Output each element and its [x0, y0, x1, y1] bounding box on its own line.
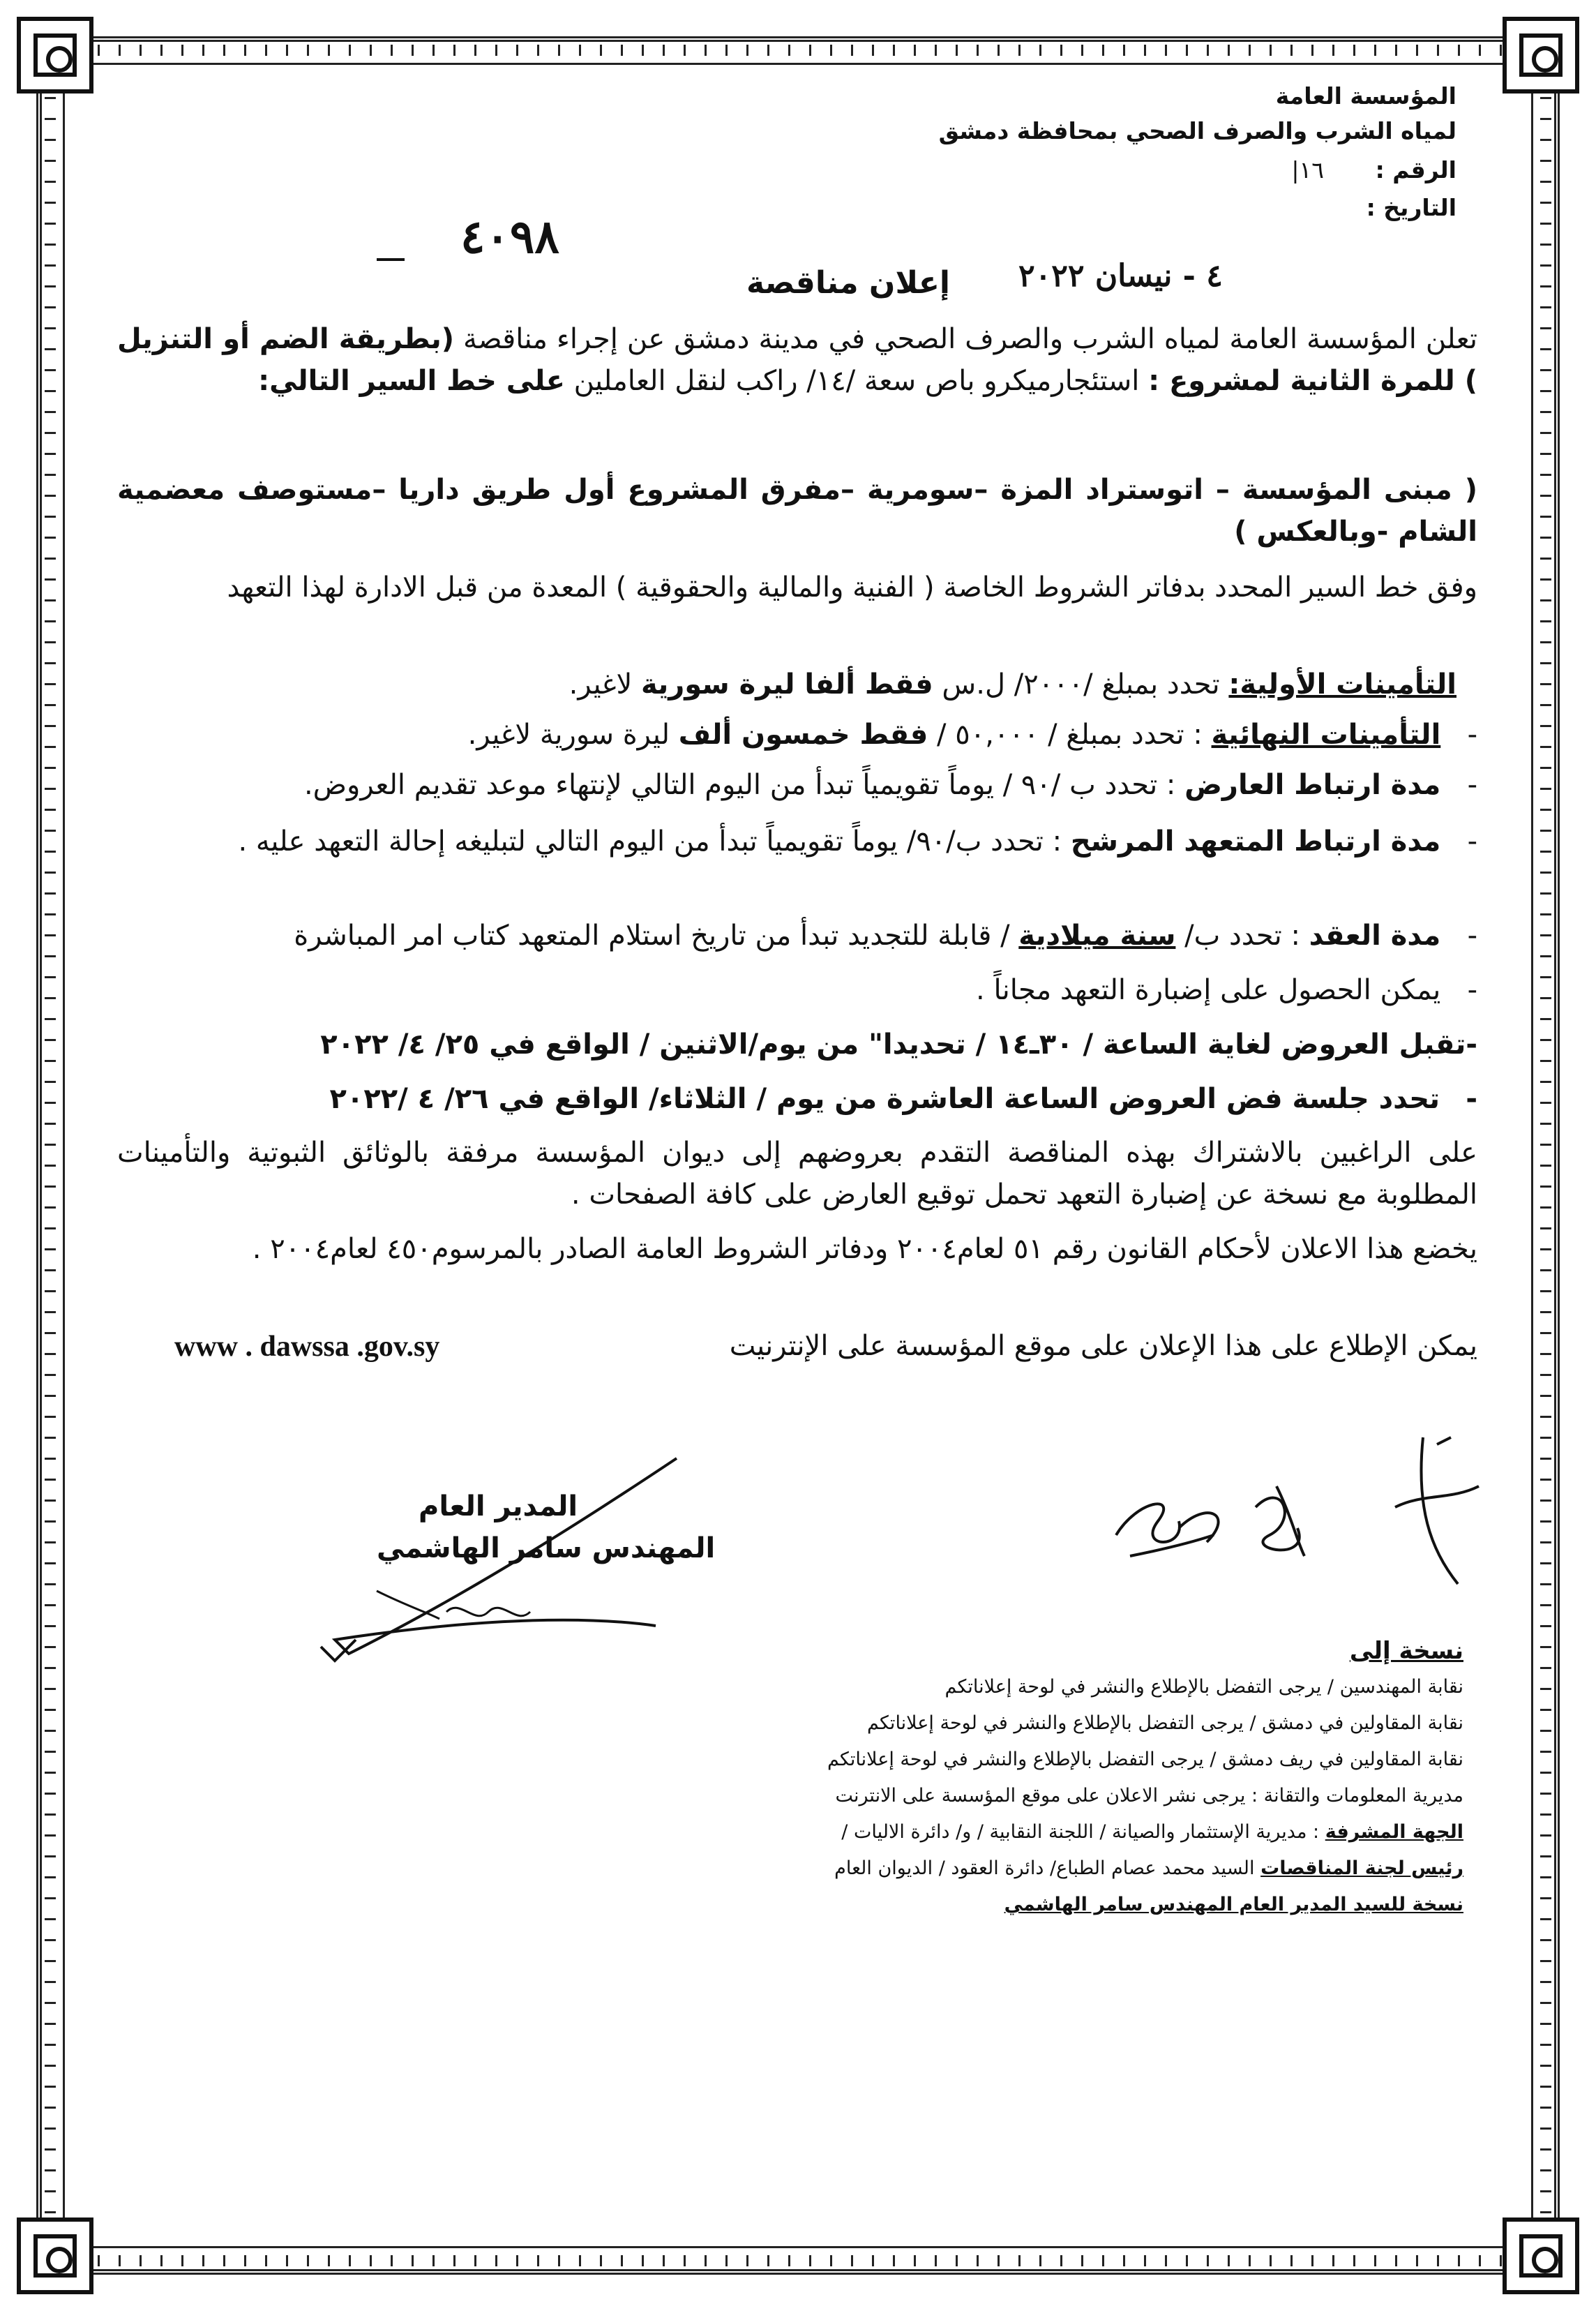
submission-paragraph: على الراغبين بالاشتراك بهذه المناقصة التقدم بعروضهم إلى ديوان المؤسسة مرفقة بالوثائق الثبوتية والتأمينات المطلوبة مع نسخة عن إضبارة التعهد تحمل توقيع العارض على كافة الصفحات .: [117, 1137, 1477, 1211]
contractor-validity: - مدة ارتباط المتعهد المرشح : تحدد ب/٩٠/ يوماً تقويمياً تبدأ من اليوم التالي لتبليغه إحالة التعهد عليه .: [238, 825, 1477, 858]
org-line2: لمياه الشرب والصرف الصحي بمحافظة دمشق: [938, 117, 1456, 144]
bid-validity: - مدة ارتباط العارض : تحدد ب /٩٠ / يوماً تقويمياً تبدأ من اليوم التالي لإنتهاء موعد تقديم العروض.: [303, 769, 1477, 801]
copy-line: نقابة المهندسين / يرجى التفضل بالإطلاع والنشر في لوحة إعلاناتكم: [944, 1676, 1463, 1698]
intro-paragraph: تعلن المؤسسة العامة لمياه الشرب والصرف الصحي في مدينة دمشق عن إجراء مناقصة (بطريقة الضم أو التنزيل ) للمرة الثانية لمشروع : استئجارميكرو باص سعة /١٤/ راكب لنقل العاملين على خط السير التالي:: [117, 323, 1477, 397]
copy-line: رئيس لجنة المناقصات السيد محمد عصام الطباع/ دائرة العقود / الديوان العام: [834, 1857, 1463, 1879]
submission-deadline: -تقبل العروض لغاية الساعة / ٣٠ـ١٤ / تحديدا" من يوم/الاثنين / الواقع في ٢٥/ ٤/ ٢٠٢٢: [320, 1029, 1477, 1061]
border-band-bottom: [77, 2255, 1519, 2266]
tender-file-note: - يمكن الحصول على إضبارة التعهد مجاناً .: [976, 974, 1477, 1006]
opening-session: - تحدد جلسة فض العروض الساعة العاشرة من يوم / الثلاثاء/ الواقع في ٢٦/ ٤ /٢٠٢٢: [329, 1083, 1477, 1115]
website-url[interactable]: www . dawssa .gov.sy: [174, 1331, 440, 1363]
contract-duration: - مدة العقد : تحدد ب/ سنة ميلادية / قابلة للتجديد تبدأ من تاريخ استلام المتعهد كتاب امر المباشرة: [294, 920, 1477, 952]
website-line: يمكن الإطلاع على هذا الإعلان على موقع المؤسسة على الإنترنيت: [729, 1330, 1477, 1362]
number-value: ١٦|: [1291, 156, 1324, 184]
signatory-title: المدير العام: [419, 1490, 578, 1523]
frame-corner-ornament-icon: [17, 17, 93, 94]
copy-line: نقابة المقاولين في ريف دمشق / يرجى التفضل بالإطلاع والنشر في لوحة إعلاناتكم: [827, 1749, 1463, 1770]
final-insurance: - التأمينات النهائية : تحدد بمبلغ / ٥٠,٠٠٠ / فقط خمسون ألف ليرة سورية لاغير.: [467, 719, 1477, 751]
dash-mark: [377, 258, 405, 261]
handwritten-signature-icon: [1088, 1423, 1493, 1598]
border-band-right: [1540, 77, 1551, 2234]
copy-line: نقابة المقاولين في دمشق / يرجى التفضل بالإطلاع والنشر في لوحة إعلاناتكم: [867, 1712, 1463, 1734]
org-line1: المؤسسة العامة: [1275, 82, 1456, 110]
conditions-paragraph: وفق خط السير المحدد بدفاتر الشروط الخاصة ( الفنية والمالية والحقوقية ) المعدة من قبل الادارة لهذا التعهد: [227, 571, 1477, 604]
copies-heading: نسخة إلى: [1349, 1637, 1463, 1665]
page-title: إعلان مناقصة: [746, 265, 950, 301]
copy-line: مديرية المعلومات والتقانة : يرجى نشر الاعلان على موقع المؤسسة على الانترنت: [835, 1785, 1463, 1807]
route-description: ( مبنى المؤسسة – اتوستراد المزة –سومرية –مفرق المشروع أول طريق داريا –مستوصف معضمية الشام -وبالعكس ): [117, 474, 1477, 548]
copy-line: نسخة للسيد المدير العام المهندس سامر الهاشمي: [1004, 1894, 1463, 1915]
handwritten-date: ٤ - نيسان ٢٠٢٢: [1018, 258, 1223, 294]
frame-corner-ornament-icon: [1503, 17, 1579, 94]
handwritten-reference-number: ٤٠٩٨: [460, 209, 559, 264]
initial-insurance: التأمينات الأولية: تحدد بمبلغ /٢٠٠٠/ ل.س فقط ألفا ليرة سورية لاغير.: [569, 668, 1456, 701]
date-label: التاريخ :: [1366, 194, 1456, 221]
signatory-name: المهندس سامر الهاشمي: [377, 1532, 716, 1564]
handwritten-signature-icon: [265, 1451, 684, 1682]
frame-corner-ornament-icon: [17, 2217, 93, 2294]
number-label: الرقم :: [1375, 156, 1456, 184]
border-band-top: [77, 45, 1519, 56]
law-paragraph: يخضع هذا الاعلان لأحكام القانون رقم ٥١ لعام٢٠٠٤ ودفاتر الشروط العامة الصادر بالمرسوم٤٥٠ لعام٢٠٠٤ .: [252, 1233, 1477, 1265]
frame-corner-ornament-icon: [1503, 2217, 1579, 2294]
border-band-left: [45, 77, 56, 2234]
copy-line: الجهة المشرفة : مديرية الإستثمار والصيانة / اللجنة النقابية / و/ دائرة الاليات /: [841, 1821, 1463, 1843]
